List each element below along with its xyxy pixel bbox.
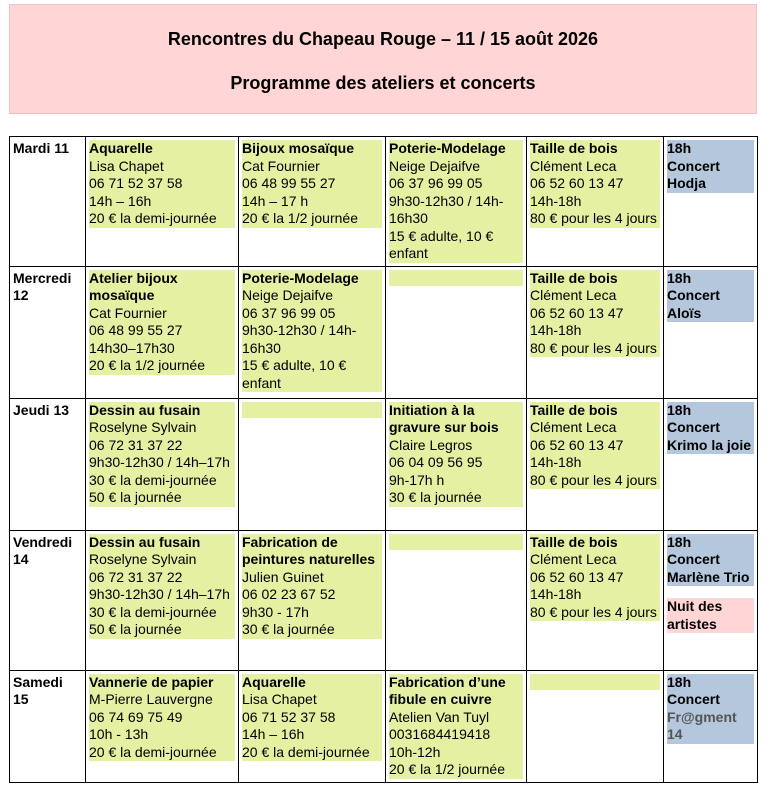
workshop-detail: 80 € pour les 4 jours xyxy=(530,340,660,358)
workshop-detail: 30 € la demi-journée xyxy=(89,604,235,622)
program-body xyxy=(10,137,758,783)
empty-slot-bar xyxy=(389,270,523,286)
workshop-detail: 10h - 13h xyxy=(89,726,235,744)
workshop-title: Vannerie de papier xyxy=(89,674,235,692)
concert-line: Aloïs xyxy=(667,305,754,323)
workshop-detail: Lisa Chapet xyxy=(89,158,235,176)
table-row xyxy=(10,137,758,267)
workshop-detail: 15 € adulte, 10 € enfant xyxy=(389,228,523,263)
workshop-detail: 14h – 16h xyxy=(89,193,235,211)
workshop-cell xyxy=(386,137,527,267)
workshop-detail: 9h30 - 17h xyxy=(242,604,382,622)
workshop-cell xyxy=(239,137,386,267)
program-table xyxy=(9,136,758,783)
workshop-detail: 14h-18h xyxy=(530,322,660,340)
workshop-detail: 30 € la journée xyxy=(389,489,523,507)
workshop-detail: 9h30-12h30 / 14h–17h xyxy=(89,454,235,472)
page-header xyxy=(9,4,757,114)
workshop-title: Poterie-Modelage xyxy=(389,140,523,158)
workshop-cell xyxy=(386,398,527,530)
workshop-detail: Clément Leca xyxy=(530,158,660,176)
workshop-detail: 9h30-12h30 / 14h–17h xyxy=(89,586,235,604)
concert-cell xyxy=(664,398,758,530)
concert-line: 18h xyxy=(667,402,754,420)
workshop-detail: Clément Leca xyxy=(530,551,660,569)
workshop-detail: 06 04 09 56 95 xyxy=(389,454,523,472)
day-cell: Vendredi 14 xyxy=(10,530,86,670)
workshop-detail: 15 € adulte, 10 € enfant xyxy=(242,357,382,392)
workshop-cell xyxy=(527,670,664,782)
special-event-label: Nuit des artistes xyxy=(667,598,754,633)
workshop-detail: 06 72 31 37 22 xyxy=(89,569,235,587)
workshop-title: Fabrication de peintures naturelles xyxy=(242,534,382,569)
workshop-title: Taille de bois xyxy=(530,140,660,158)
workshop-title: Dessin au fusain xyxy=(89,534,235,552)
workshop-detail: Roselyne Sylvain xyxy=(89,419,235,437)
workshop-detail: Cat Fournier xyxy=(89,305,235,323)
workshop-cell xyxy=(239,670,386,782)
workshop-title: Aquarelle xyxy=(89,140,235,158)
workshop-detail: 06 72 31 37 22 xyxy=(89,437,235,455)
workshop-cell xyxy=(86,670,239,782)
workshop-detail: Clément Leca xyxy=(530,419,660,437)
workshop-detail: 14h – 16h xyxy=(242,726,382,744)
workshop-title: Fabrication d’une fibule en cuivre xyxy=(389,674,523,709)
table-row xyxy=(10,670,758,782)
workshop-cell xyxy=(386,670,527,782)
concert-line: 18h xyxy=(667,534,754,552)
workshop-cell xyxy=(527,530,664,670)
day-cell: Jeudi 13 xyxy=(10,398,86,530)
concert-line: Marlène Trio xyxy=(667,569,754,587)
workshop-detail: 14h-18h xyxy=(530,586,660,604)
concert-line: 18h xyxy=(667,270,754,288)
workshop-title: Aquarelle xyxy=(242,674,382,692)
workshop-detail: 06 37 96 99 05 xyxy=(389,175,523,193)
page-title: Rencontres du Chapeau Rouge – 11 / 15 août 2026 xyxy=(167,29,599,49)
workshop-detail: Roselyne Sylvain xyxy=(89,551,235,569)
workshop-detail: M-Pierre Lauvergne xyxy=(89,691,235,709)
workshop-detail: 20 € la 1/2 journée xyxy=(389,761,523,779)
workshop-detail: 20 € la demi-journée xyxy=(89,744,235,762)
workshop-title: Bijoux mosaïque xyxy=(242,140,382,158)
workshop-cell xyxy=(86,530,239,670)
day-cell: Mercredi 12 xyxy=(10,266,86,398)
workshop-detail: 30 € la demi-journée xyxy=(89,472,235,490)
workshop-title: Taille de bois xyxy=(530,402,660,420)
concert-line: Hodja xyxy=(667,175,754,193)
workshop-cell xyxy=(86,137,239,267)
workshop-detail: 06 71 52 37 58 xyxy=(242,709,382,727)
workshop-detail: 80 € pour les 4 jours xyxy=(530,604,660,622)
concert-line: Concert xyxy=(667,158,754,176)
concert-cell xyxy=(664,266,758,398)
workshop-detail: Cat Fournier xyxy=(242,158,382,176)
workshop-detail: 06 71 52 37 58 xyxy=(89,175,235,193)
workshop-detail: Atelien Van Tuyl xyxy=(389,709,523,727)
concert-cell xyxy=(664,670,758,782)
concert-line: Krimo la joie xyxy=(667,437,754,455)
workshop-cell xyxy=(239,266,386,398)
workshop-detail: 14h30–17h30 xyxy=(89,340,235,358)
workshop-cell xyxy=(527,137,664,267)
concert-line: Concert xyxy=(667,419,754,437)
workshop-detail: 06 02 23 67 52 xyxy=(242,586,382,604)
workshop-detail: 50 € la journée xyxy=(89,489,235,507)
workshop-detail: Neige Dejaifve xyxy=(242,287,382,305)
workshop-title: Taille de bois xyxy=(530,270,660,288)
workshop-detail: 06 48 99 55 27 xyxy=(242,175,382,193)
workshop-detail: 14h-18h xyxy=(530,193,660,211)
workshop-detail: 14h-18h xyxy=(530,454,660,472)
concert-line: Concert xyxy=(667,691,754,709)
empty-slot-bar xyxy=(242,402,382,418)
day-cell: Mardi 11 xyxy=(10,137,86,267)
workshop-detail: 80 € pour les 4 jours xyxy=(530,472,660,490)
concert-cell xyxy=(664,137,758,267)
workshop-cell xyxy=(239,398,386,530)
concert-line: Concert xyxy=(667,287,754,305)
workshop-cell xyxy=(386,266,527,398)
workshop-detail: 06 74 69 75 49 xyxy=(89,709,235,727)
workshop-cell xyxy=(527,398,664,530)
workshop-cell xyxy=(527,266,664,398)
concert-line: Concert xyxy=(667,551,754,569)
workshop-detail: Neige Dejaifve xyxy=(389,158,523,176)
workshop-detail: 10h-12h xyxy=(389,744,523,762)
page-subtitle: Programme des ateliers et concerts xyxy=(230,73,536,93)
workshop-detail: Claire Legros xyxy=(389,437,523,455)
table-row xyxy=(10,530,758,670)
workshop-detail: 06 48 99 55 27 xyxy=(89,322,235,340)
workshop-detail: 20 € la 1/2 journée xyxy=(242,210,382,228)
workshop-detail: 06 52 60 13 47 xyxy=(530,569,660,587)
workshop-cell xyxy=(386,530,527,670)
workshop-detail: 9h30-12h30 / 14h-16h30 xyxy=(242,322,382,357)
workshop-title: Taille de bois xyxy=(530,534,660,552)
workshop-detail: 20 € la demi-journée xyxy=(242,744,382,762)
workshop-title: Atelier bijoux mosaïque xyxy=(89,270,235,305)
workshop-detail: Lisa Chapet xyxy=(242,691,382,709)
workshop-title: Poterie-Modelage xyxy=(242,270,382,288)
workshop-detail: 9h30-12h30 / 14h-16h30 xyxy=(389,193,523,228)
workshop-cell xyxy=(86,398,239,530)
day-cell: Samedi 15 xyxy=(10,670,86,782)
table-row xyxy=(10,266,758,398)
workshop-detail: 30 € la journée xyxy=(242,621,382,639)
workshop-detail: 9h-17h h xyxy=(389,472,523,490)
workshop-title: Initiation à la gravure sur bois xyxy=(389,402,523,437)
workshop-cell xyxy=(86,266,239,398)
table-row xyxy=(10,398,758,530)
workshop-detail: Clément Leca xyxy=(530,287,660,305)
workshop-detail: 80 € pour les 4 jours xyxy=(530,210,660,228)
empty-slot-bar xyxy=(389,534,523,550)
workshop-cell xyxy=(239,530,386,670)
workshop-title: Dessin au fusain xyxy=(89,402,235,420)
concert-line: 18h xyxy=(667,674,754,692)
concert-line: Fr@gment 14 xyxy=(667,709,754,744)
workshop-detail: 06 52 60 13 47 xyxy=(530,437,660,455)
workshop-detail: 0031684419418 xyxy=(389,726,523,744)
workshop-detail: 20 € la 1/2 journée xyxy=(89,357,235,375)
workshop-detail: 06 37 96 99 05 xyxy=(242,305,382,323)
workshop-detail: 06 52 60 13 47 xyxy=(530,305,660,323)
empty-slot-bar xyxy=(530,674,660,690)
workshop-detail: 14h – 17 h xyxy=(242,193,382,211)
workshop-detail: Julien Guinet xyxy=(242,569,382,587)
workshop-detail: 50 € la journée xyxy=(89,621,235,639)
workshop-detail: 06 52 60 13 47 xyxy=(530,175,660,193)
concert-cell xyxy=(664,530,758,670)
workshop-detail: 20 € la demi-journée xyxy=(89,210,235,228)
concert-line: 18h xyxy=(667,140,754,158)
